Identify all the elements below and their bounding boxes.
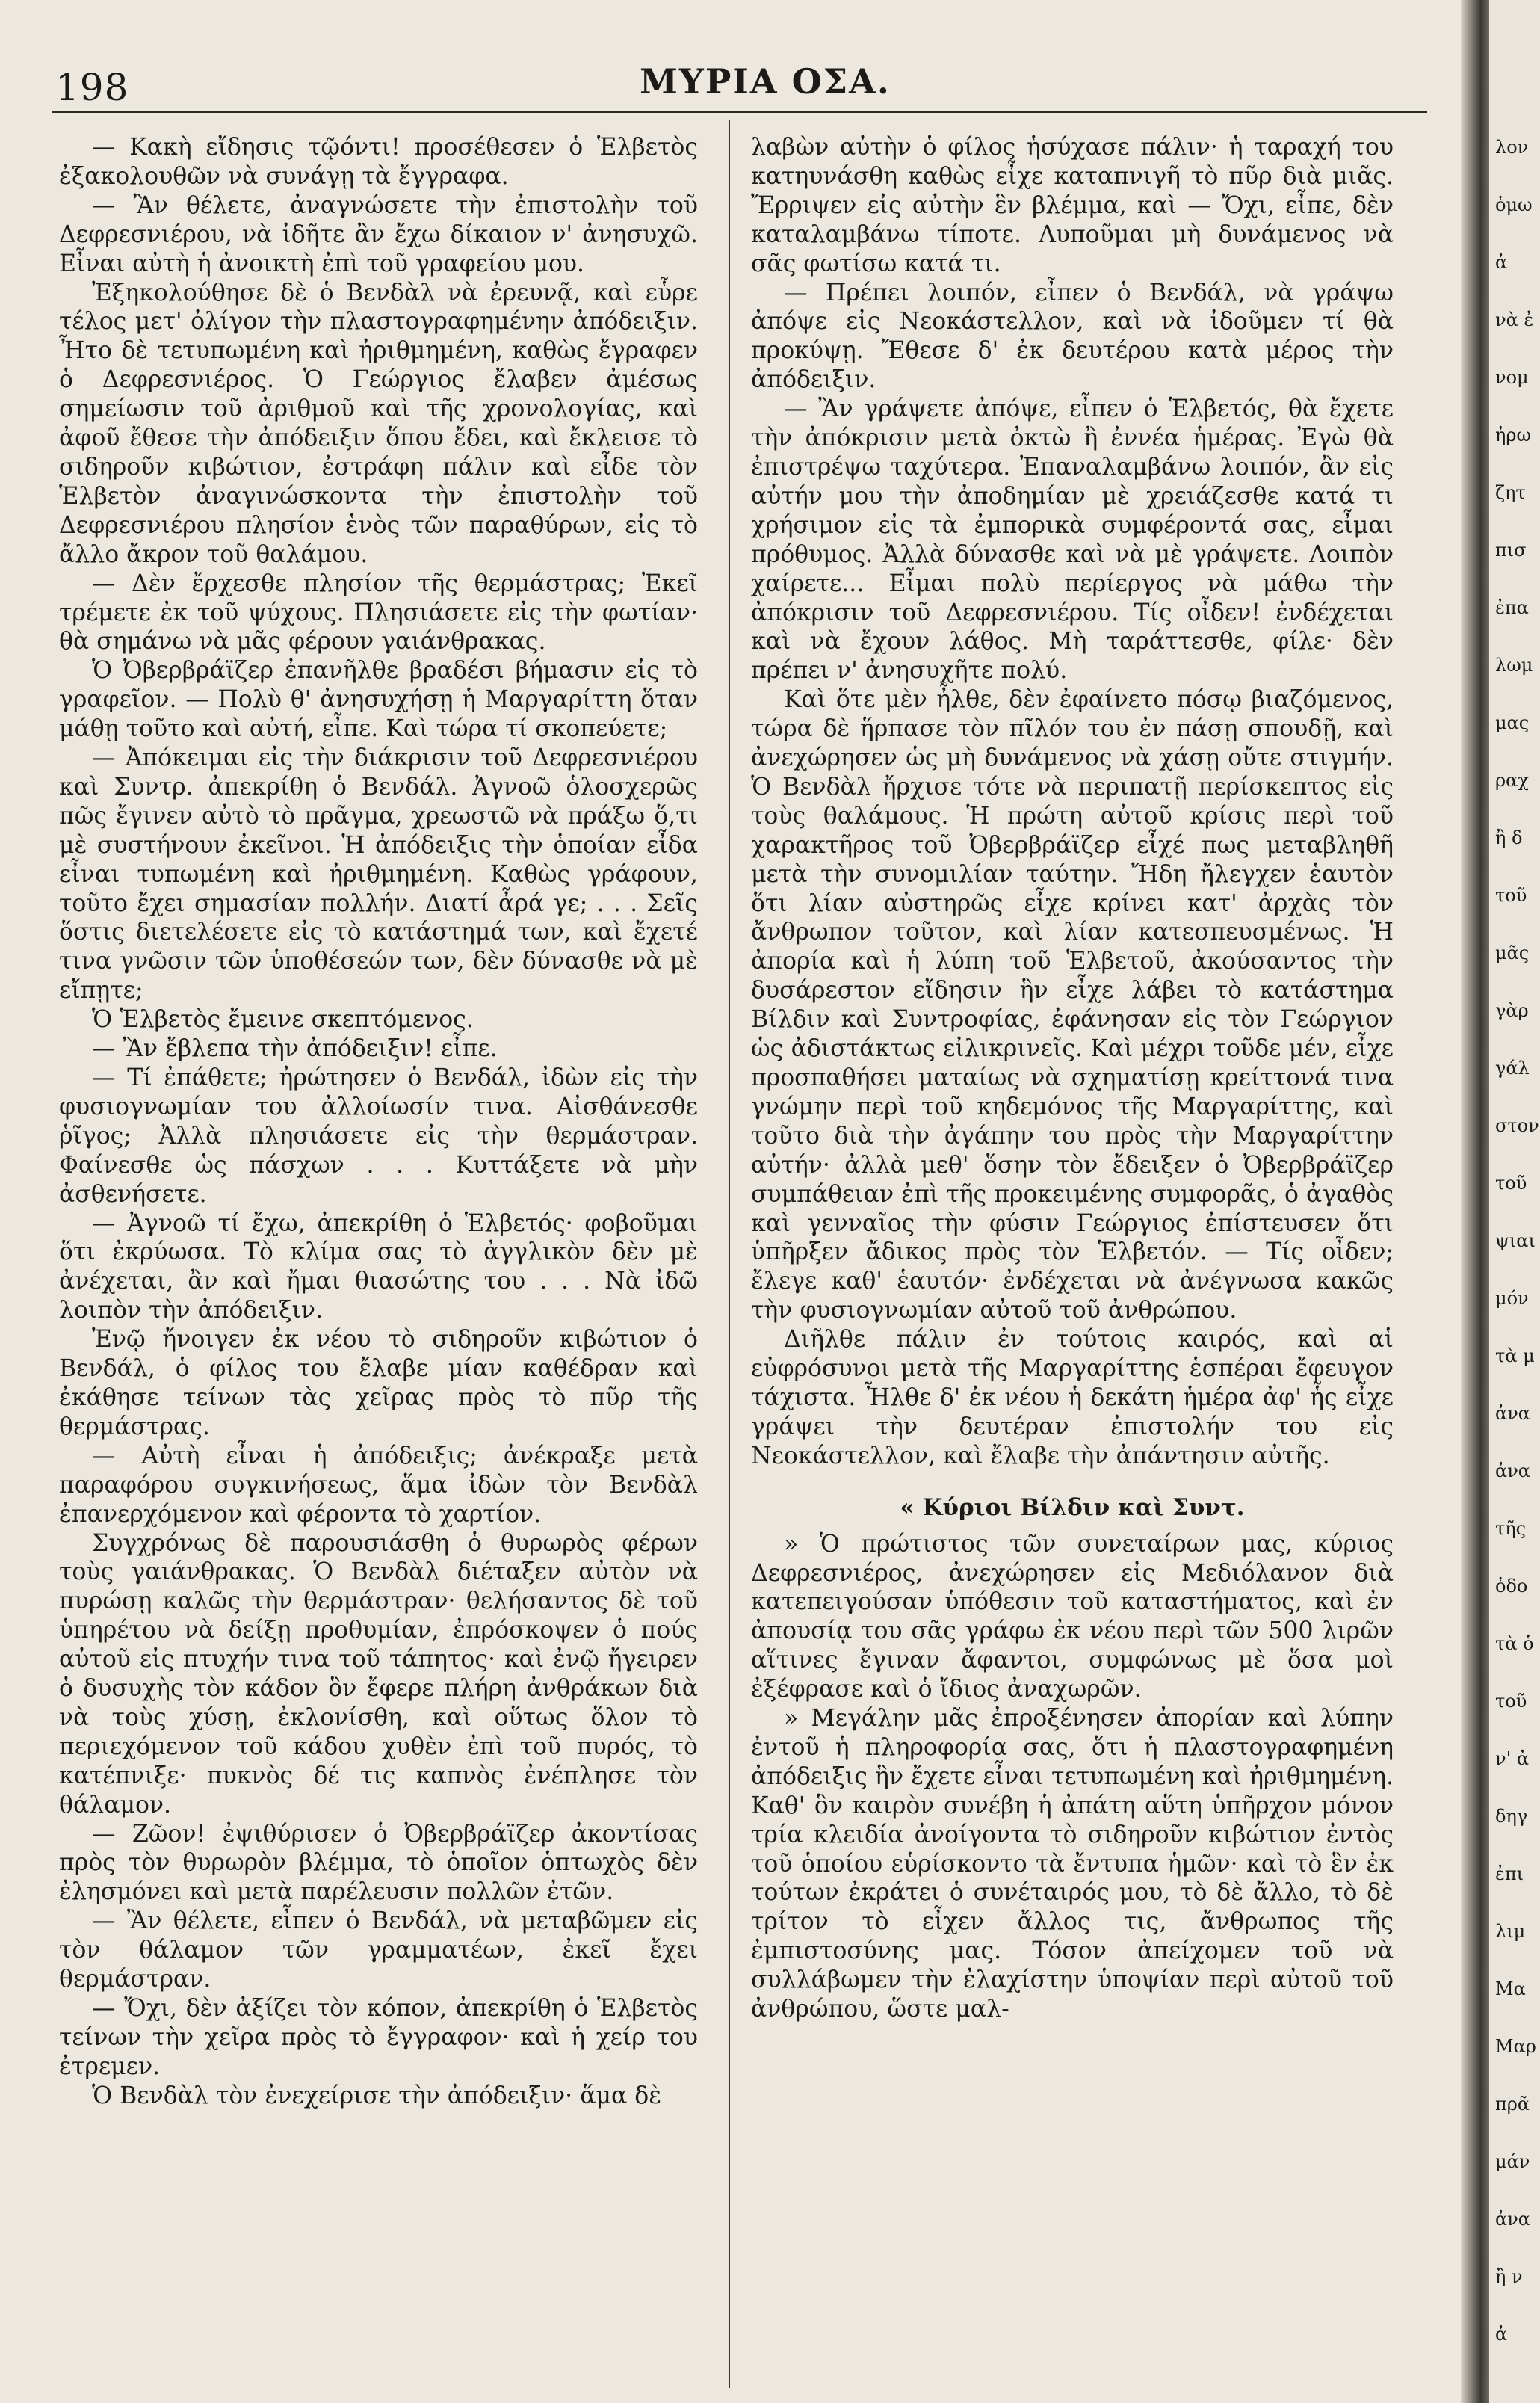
- adjacent-page-fragment: ἢ δ: [1495, 827, 1523, 848]
- adjacent-page-fragment: πρᾶ: [1495, 2094, 1530, 2114]
- letter-heading: « Κύριοι Βίλδιν καὶ Συντ.: [900, 1493, 1245, 1521]
- paragraph: Καὶ ὅτε μὲν ἦλθε, δὲν ἐφαίνετο πόσῳ βιαζόμενος, τώρα δὲ ἥρπασε τὸν πῖλόν του ἐν πάσῃ σπουδῇ, καὶ ἀνεχώρησεν ὡς μὴ δυνάμενος νὰ χάσῃ οὔτε στιγμήν. Ὁ Βενδὰλ ἤρχισε τότε νὰ περιπατῇ περίσκεπτος εἰς τοὺς θαλάμους. Ἡ πρώτη αὐτοῦ κρίσις περὶ τοῦ χαρακτῆρος τοῦ Ὀβερβράϊζερ εἶχέ πως μεταβληθῆ μετὰ τὴν συνομιλίαν ταύτην. Ἤδη ἤλεγχεν ἑαυτὸν ὅτι λίαν αὐστηρῶς εἶχε κρίνει κατ' ἀρχὰς τὸν ἄνθρωπον τοῦτον, καὶ λίαν κατεσπευσμένως. Ἡ ἀπορία καὶ ἡ λύπη τοῦ Ἑλβετοῦ, ἀκούσαντος τὴν δυσάρεστον εἴδησιν ἣν εἶχε λάβει τὸ κατάστημα Βίλδιν καὶ Συντροφίας, ἐφάνησαν εἰς τὸν Γεώργιον ὡς ἀδιστάκτως εἰλικρινεῖς. Καὶ μέχρι τοῦδε μέν, εἶχε προσπαθήσει ματαίως νὰ σχηματίσῃ κρείττονά τινα γνώμην περὶ τοῦ κηδεμόνος τῆς Μαργαρίττης, καὶ τοῦτο διὰ τὴν ἀγάπην του πρὸς τὴν Μαργαρίττην αὐτήν· ἀλλὰ μεθ' ὅσην τὸν ἔδειξεν ὁ Ὀβερβράϊζερ συμπάθειαν ἐπὶ τῆς προκειμένης συμφορᾶς, ὁ ἀγαθὸς καὶ γενναῖος τὴν φύσιν Γεώργιος ἐπίστευσεν ὅτι ὑπῆρξεν ἄδικος πρὸς τὸν Ἑλβετόν. — Τίς οἶδεν; ἔλεγε καθ' ἑαυτόν· ἐνδέχεται νὰ ἀνέγνωσα κακῶς τὴν φυσιογνωμίαν αὐτοῦ τοῦ ἀνθρώπου.: [751, 686, 1394, 1324]
- paragraph: Διῆλθε πάλιν ἐν τούτοις καιρός, καὶ αἱ εὐφρόσυνοι μετὰ τῆς Μαργαρίττης ἑσπέραι ἔφευγον τάχιστα. Ἦλθε δ' ἐκ νέου ἡ δεκάτη ἡμέρα ἀφ' ἧς εἶχε γράψει τὴν δευτέραν ἐπιστολήν του εἰς Νεοκάστελλον, καὶ ἔλαβε τὴν ἀπάντησιν αὐτῆς.: [751, 1326, 1394, 1469]
- paragraph: Ὁ Ὀβερβράϊζερ ἐπανῆλθε βραδέσι βήμασιν εἰς τὸ γραφεῖον. — Πολὺ θ' ἀνησυχήσῃ ἡ Μαργαρίττη ὅταν μάθῃ τοῦτο καὶ αὐτή, εἶπε. Καὶ τώρα τί σκοπεύετε;: [59, 657, 698, 743]
- adjacent-page-fragment: ἀνα: [1495, 2209, 1531, 2230]
- paragraph: — Ἀπόκειμαι εἰς τὴν διάκρισιν τοῦ Δεφρεσνιέρου καὶ Συντρ. ἀπεκρίθη ὁ Βενδάλ. Ἀγνοῶ ὁλοσχερῶς πῶς ἔγινεν αὐτὸ τὸ πρᾶγμα, χρεωστῶ νὰ πράξω ὅ,τι μὲ συστήνουν ἐκεῖνοι. Ἡ ἀπόδειξις τὴν ὁποίαν εἶδα εἶναι τυπωμένη καὶ ἠριθμημένη. Καθὼς γράφουν, τοῦτο ἔχει σημασίαν πολλήν. Διατί ἆρά γε; . . . Σεῖς ὅστις διετελέσετε εἰς τὸ κατάστημά των, καὶ ἔχετέ τινα γνῶσιν τῶν ὑποθέσεών των, δὲν δύνασθε νὰ μὲ εἴπῃτε;: [59, 744, 698, 1005]
- paragraph: — Δὲν ἔρχεσθε πλησίον τῆς θερμάστρας; Ἐκεῖ τρέμετε ἐκ τοῦ ψύχους. Πλησιάσετε εἰς τὴν φωτίαν· θὰ σημάνω νὰ μᾶς φέρουν γαιάνθρακας.: [59, 570, 698, 655]
- adjacent-page-fragment: ἐπι: [1495, 1863, 1524, 1884]
- adjacent-page-fragment: μας: [1495, 712, 1530, 733]
- adjacent-page-fragment: ὁμω: [1495, 194, 1533, 215]
- letter-paragraph: » Ὁ πρώτιστος τῶν συνεταίρων μας, κύριος Δεφρεσνιέρος, ἀνεχώρησεν εἰς Μεδιόλανον διὰ κατεπειγούσαν ὑπόθεσιν τοῦ καταστήματος, καὶ ἐν ἀπουσίᾳ του σᾶς γράφω ἐκ νέου περὶ τῶν 500 λιρῶν αἵτινες ἔγιναν ἄφαντοι, συμφώνως μὲ ὅσα μοὶ ἐξέφρασε καὶ ὁ ἴδιος ἀναχωρῶν.: [751, 1530, 1394, 1703]
- paragraph: — Ἂν θέλετε, ἀναγνώσετε τὴν ἐπιστολὴν τοῦ Δεφρεσνιέρου, νὰ ἰδῆτε ἂν ἔχω δίκαιον ν' ἀνησυχῶ. Εἶναι αὐτὴ ἡ ἀνοικτὴ ἐπὶ τοῦ γραφείου μου.: [59, 191, 698, 277]
- adjacent-page-fragment: μόν: [1495, 1288, 1529, 1309]
- adjacent-page-fragment: ψιαι: [1495, 1230, 1536, 1251]
- book-gutter-shadow: [1461, 0, 1489, 2403]
- paragraph: — Ἀγνοῶ τί ἔχω, ἀπεκρίθη ὁ Ἑλβετός· φοβοῦμαι ὅτι ἐκρύωσα. Τὸ κλίμα σας τὸ ἀγγλικὸν δὲν μὲ ἀνέχεται, ἂν καὶ ἤμαι θιασώτης του . . . Νὰ ἰδῶ λοιπὸν τὴν ἀπόδειξιν.: [59, 1209, 698, 1324]
- adjacent-page-fragment: μάν: [1495, 2151, 1530, 2172]
- adjacent-page-fragment: τῆς: [1495, 1518, 1527, 1539]
- adjacent-page-fragment: ἀνα: [1495, 1460, 1531, 1481]
- adjacent-page-fragment: νομ: [1495, 367, 1529, 388]
- adjacent-page-fragment: ν' ἀ: [1495, 1748, 1530, 1769]
- adjacent-page-fragment: τὰ μ: [1495, 1345, 1535, 1366]
- paragraph: Ἐξηκολούθησε δὲ ὁ Βενδὰλ νὰ ἐρευνᾷ, καὶ εὗρε τέλος μετ' ὀλίγον τὴν πλαστογραφημένην ἀπόδειξιν. Ἦτο δὲ τετυπωμένη καὶ ἠριθμημένη, καθὼς ἔγραφεν ὁ Δεφρεσνιέρος. Ὁ Γεώργιος ἔλαβεν ἀμέσως σημείωσιν τοῦ ἀριθμοῦ καὶ τῆς χρονολογίας, καὶ ἀφοῦ ἔθεσε τὴν ἀπόδειξιν ὅπου ἔδει, καὶ ἔκλεισε τὸ σιδηροῦν κιβώτιον, ἐστράφη πάλιν καὶ εἶδε τὸν Ἑλβετὸν ἀναγινώσκοντα τὴν ἐπιστολὴν τοῦ Δεφρεσνιέρου πλησίον ἑνὸς τῶν παραθύρων, εἰς τὸ ἄλλο ἄκρον τοῦ θαλάμου.: [59, 279, 698, 568]
- left-column: [59, 133, 698, 2398]
- paragraph: Συγχρόνως δὲ παρουσιάσθη ὁ θυρωρὸς φέρων τοὺς γαιάνθρακας. Ὁ Βενδὰλ διέταξεν αὐτὸν νὰ πυρώσῃ καλῶς τὴν θερμάστραν· θελήσαντος δὲ τοῦ ὑπηρέτου νὰ δείξῃ προθυμίαν, ἐπρόσκοψεν ὁ πούς αὐτοῦ εἰς πτυχήν τινα τοῦ τάπητος· καὶ ἐνῷ ἤγειρεν ὁ δυσυχὴς τὸν κάδον ὃν ἔφερε πλήρη ἀνθράκων διὰ νὰ τοὺς χύσῃ, ἐκλονίσθη, καὶ οὕτως ὅλον τὸ περιεχόμενον τοῦ κάδου χυθὲν ἐπὶ τοῦ πυρός, τὸ κατέπνιξε· πυκνὸς δέ τις καπνὸς ἐνέπλησε τὸν θάλαμον.: [59, 1529, 698, 1819]
- adjacent-page-fragment: ἀνα: [1495, 1403, 1531, 1424]
- adjacent-page-fragment: πισ: [1495, 540, 1527, 561]
- paragraph: Ὁ Βενδὰλ τὸν ἐνεχείρισε τὴν ἀπόδειξιν· ἅμα δὲ: [92, 2082, 662, 2109]
- paragraph: Ἐνῷ ἤνοιγεν ἐκ νέου τὸ σιδηροῦν κιβώτιον ὁ Βενδάλ, ὁ φίλος του ἔλαβε μίαν καθέδραν καὶ ἐκάθησε τείνων τὰς χεῖρας πρὸς τὸ πῦρ τῆς θερμάστρας.: [59, 1326, 698, 1440]
- paragraph: — Τί ἐπάθετε; ἠρώτησεν ὁ Βενδάλ, ἰδὼν εἰς τὴν φυσιογνωμίαν του ἀλλοίωσίν τινα. Αἰσθάνεσθε ῥῖγος; Ἀλλὰ πλησιάσετε εἰς τὴν θερμάστραν. Φαίνεσθε ὡς πάσχων . . . Κυττάξετε νὰ μὴν ἀσθενήσετε.: [59, 1064, 698, 1208]
- paragraph: — Κακὴ εἴδησις τῷόντι! προσέθεσεν ὁ Ἑλβετὸς ἐξακολουθῶν νὰ συνάγῃ τὰ ἔγγραφα.: [59, 134, 698, 190]
- adjacent-page-fragment: ἢ ν: [1495, 2266, 1523, 2287]
- letter-paragraph: » Μεγάλην μᾶς ἐπροξένησεν ἀπορίαν καὶ λύπην ἐντοῦ ἡ πληροφορία σας, ὅτι ἡ πλαστογραφημένη ἀπόδειξις ἣν ἔχετε εἶναι τετυπωμένη καὶ ἠριθμημένη. Καθ' ὃν καιρὸν συνέβη ἡ ἀπάτη αὕτη ὑπῆρχον μόνον τρία κλειδία ἀνοίγοντα τὸ σιδηροῦν κιβώτιον ἐντὸς τοῦ ὁποίου εὑρίσκοντο τὰ ἔντυπα ἡμῶν· καὶ τὸ ἓν ἐκ τούτων ἐκράτει ὁ συνέταιρός μου, τὸ δὲ ἄλλο, τὸ δὲ τρίτον τὸ εἶχεν ἄλλος τις, ἄνθρωπος τῆς ἐμπιστοσύνης μας. Τόσον ἀπείχομεν τοῦ νὰ συλλάβωμεν τὴν ἐλαχίστην ὑποψίαν περὶ αὐτοῦ τοῦ ἀνθρώπου, ὥστε μαλ-: [751, 1705, 1394, 2023]
- paragraph: — Ζῶον! ἐψιθύρισεν ὁ Ὀβερβράϊζερ ἀκοντίσας πρὸς τὸν θυρωρὸν βλέμμα, τὸ ὁποῖον ὁπτωχὸς δὲν ἐλησμόνει καὶ μετὰ παρέλευσιν πολλῶν ἐτῶν.: [59, 1820, 698, 1906]
- adjacent-page-fragment: μᾶς: [1495, 943, 1530, 963]
- page-number: 198: [55, 66, 129, 109]
- column-divider: [729, 120, 730, 2388]
- paragraph: — Ὄχι, δὲν ἀξίζει τὸν κόπον, ἀπεκρίθη ὁ Ἑλβετὸς τείνων τὴν χεῖρα πρὸς τὸ ἔγγραφον· καὶ ἡ χείρ του ἐτρεμεν.: [59, 1995, 698, 2080]
- paragraph: Ὁ Ἑλβετὸς ἔμεινε σκεπτόμενος.: [92, 1006, 474, 1034]
- paragraph: — Πρέπει λοιπόν, εἶπεν ὁ Βενδάλ, νὰ γράψω ἀπόψε εἰς Νεοκάστελλον, καὶ νὰ ἰδοῦμεν τί θὰ προκύψῃ. Ἔθεσε δ' ἐκ δευτέρου κατὰ μέρος τὴν ἀπόδειξιν.: [751, 279, 1394, 394]
- adjacent-page-fragment: τοῦ: [1495, 1173, 1527, 1194]
- right-column: [751, 133, 1394, 2398]
- adjacent-page-fragment: ὁδο: [1495, 1576, 1528, 1597]
- adjacent-page-fragment: ἀ: [1495, 2324, 1508, 2345]
- adjacent-page-fragment: λιμ: [1495, 1921, 1526, 1942]
- adjacent-page-fragment: τὰ ὁ: [1495, 1633, 1534, 1654]
- adjacent-page-fragment: γάλ: [1495, 1058, 1530, 1079]
- adjacent-page-fragment: τοῦ: [1495, 1691, 1527, 1712]
- adjacent-page-fragment: ζητ: [1495, 482, 1526, 503]
- adjacent-page-fragment: Μαρ: [1495, 2036, 1536, 2057]
- adjacent-page-fragment: γὰρ: [1495, 1000, 1529, 1021]
- adjacent-page-fragment: τοῦ: [1495, 885, 1527, 906]
- header-rule: [52, 111, 1427, 113]
- paragraph: — Ἂν γράψετε ἀπόψε, εἶπεν ὁ Ἑλβετός, θὰ ἔχετε τὴν ἀπόκρισιν μετὰ ὀκτὼ ἢ ἐννέα ἡμέρας. Ἐγὼ θὰ ἐπιστρέψω ταχύτερα. Ἐπαναλαμβάνω λοιπόν, ἂν εἰς αὐτήν μου τὴν ἀποδημίαν μὲ χρειάζεσθε κατά τι χρήσιμον εἰς τὰ ἐμπορικὰ συμφέροντά σας, εἶμαι πρόθυμος. Ἀλλὰ δύνασθε καὶ νὰ μὲ γράψετε. Λοιπὸν χαίρετε... Εἶμαι πολὺ περίεργος νὰ μάθω τὴν ἀπόκρισιν τοῦ Δεφρεσνιέρου. Τίς οἶδεν! ἐνδέχεται καὶ νὰ ἔχουν λάθος. Μὴ ταράττεσθε, φίλε· δὲν πρέπει ν' ἀνησυχῆτε πολύ.: [751, 395, 1394, 685]
- adjacent-page-fragment: Μα: [1495, 1978, 1526, 1999]
- paragraph: — Αὐτὴ εἶναι ἡ ἀπόδειξις; ἀνέκραξε μετὰ παραφόρου συγκινήσεως, ἅμα ἰδὼν τὸν Βενδὰλ ἐπανερχόμενον καὶ φέροντα τὸ χαρτίον.: [59, 1442, 698, 1528]
- paragraph: — Ἂν θέλετε, εἶπεν ὁ Βενδάλ, νὰ μεταβῶμεν εἰς τὸν θάλαμον τῶν γραμματέων, ἐκεῖ ἔχει θερμάστραν.: [59, 1907, 698, 1993]
- adjacent-page-edge: [1489, 0, 1540, 2403]
- adjacent-page-fragment: νὰ ἐ: [1495, 309, 1534, 330]
- adjacent-page-fragment: λον: [1495, 137, 1529, 158]
- adjacent-page-fragment: ἐπα: [1495, 597, 1529, 618]
- paragraph: λαβὼν αὐτὴν ὁ φίλος ἡσύχασε πάλιν· ἡ ταραχή του κατηυνάσθη καθὼς εἶχε καταπνιγῆ τὸ πῦρ διὰ μιᾶς. Ἔρριψεν εἰς αὐτὴν ἓν βλέμμα, καὶ — Ὄχι, εἶπε, δὲν καταλαμβάνω τίποτε. Λυποῦμαι μὴ δυνάμενος νὰ σᾶς φωτίσω κατά τι.: [751, 134, 1394, 277]
- paragraph: — Ἂν ἔβλεπα τὴν ἀπόδειξιν! εἶπε.: [92, 1035, 498, 1063]
- adjacent-page-fragment: λωμ: [1495, 655, 1533, 676]
- adjacent-page-fragment: ραχ: [1495, 770, 1529, 791]
- adjacent-page-fragment: ἠρω: [1495, 425, 1532, 445]
- adjacent-page-fragment: ἀ: [1495, 252, 1508, 273]
- running-head-title: ΜΥΡΙΑ ΟΣΑ.: [640, 61, 891, 102]
- adjacent-page-fragment: στον: [1495, 1115, 1539, 1136]
- adjacent-page-fragment: δηγ: [1495, 1806, 1528, 1827]
